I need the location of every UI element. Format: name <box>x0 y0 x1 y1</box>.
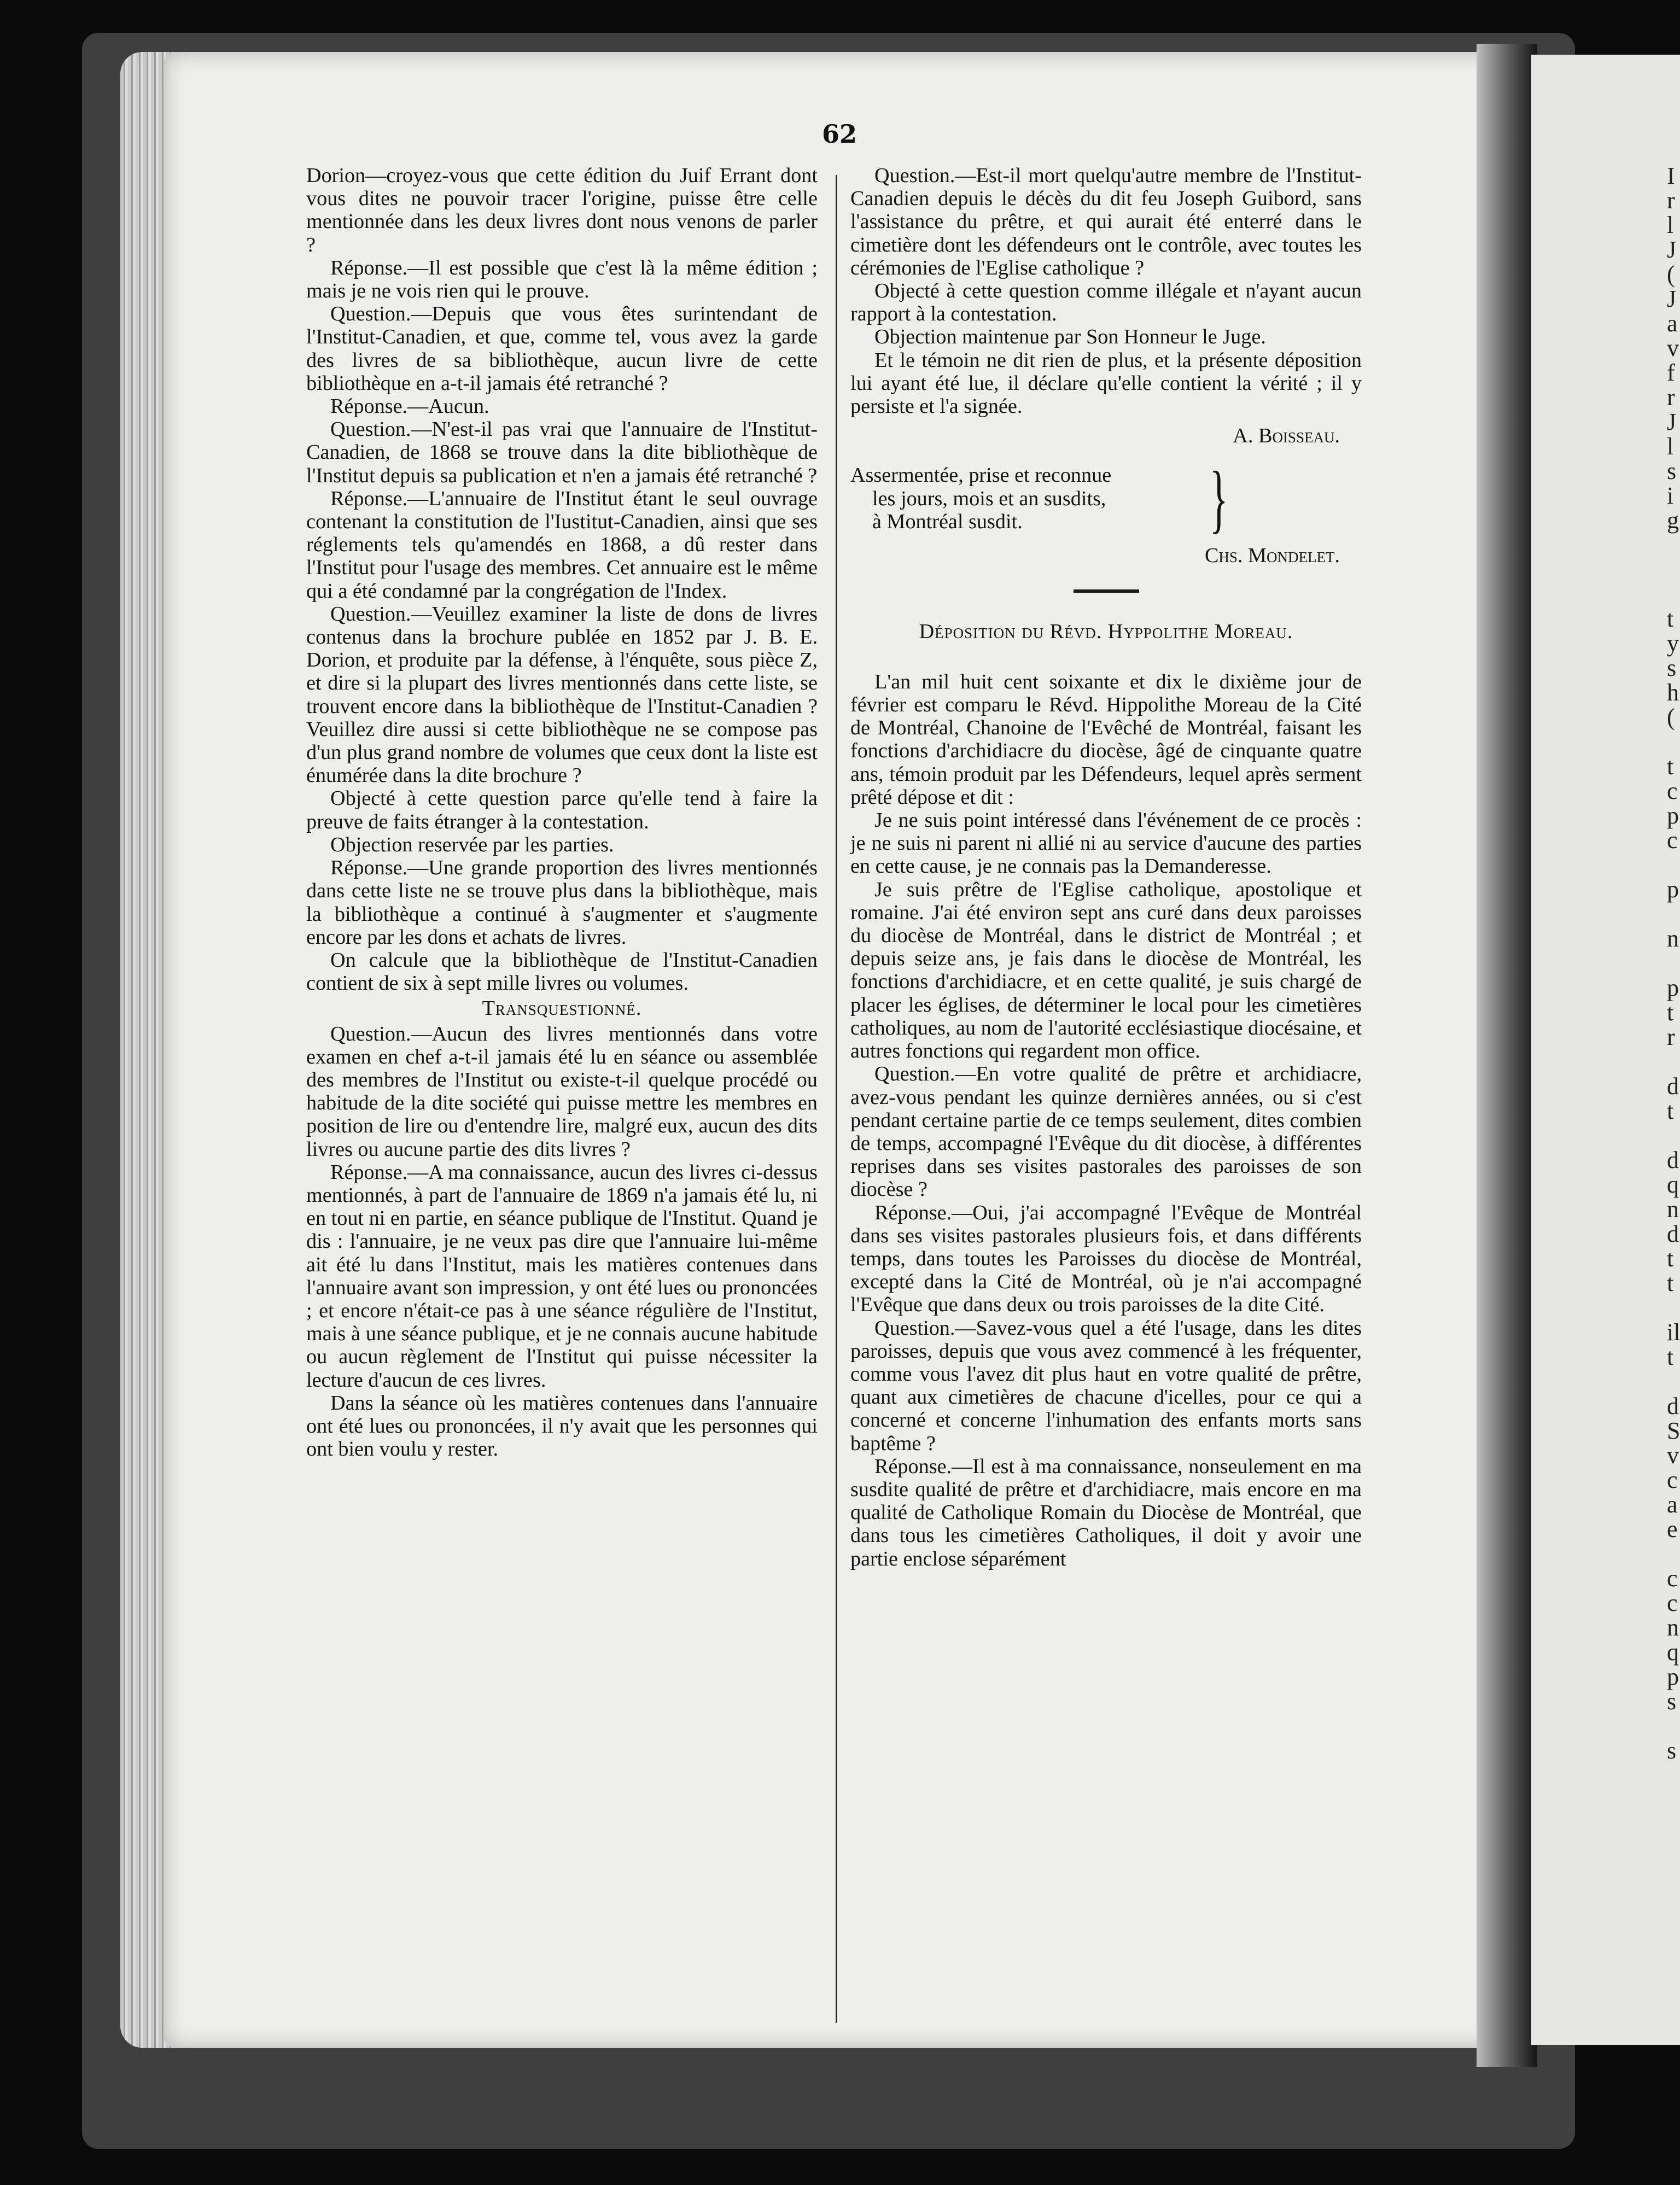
page-number: 62 <box>821 119 857 149</box>
facing-fragment: h <box>1667 679 1679 706</box>
facing-fragment: s <box>1667 1737 1677 1764</box>
facing-fragment: t <box>1667 999 1674 1026</box>
paragraph: Dans la séance où les matières contenues dans l'annuaire ont été lues ou prononcées, il n'y avait que les personnes qui ont bien voulu y rester. <box>306 1391 818 1461</box>
facing-fragment: r <box>1667 1024 1675 1050</box>
facing-fragment: t <box>1667 605 1674 632</box>
paragraph: Question.—Est-il mort quelqu'autre membre de l'Institut-Canadien depuis le décès du dit feu Joseph Guibord, sans l'assistance du prêtre, et qui aurait été enterré dans le cimetière dont les défendeurs ont le contrôle, avec toutes les cérémonies de l'Eglise catholique ? <box>850 164 1362 279</box>
paragraph: Réponse.—A ma connaissance, aucun des livres ci-dessus mentionnés, à part de l'annuaire de 1869 n'a jamais été lu, ni en tout ni en partie, en séance publique de l'Institut. Quand je dis : l'annuaire, je ne veux pas dire que l'annuaire lui-même ait été lu dans l'Institut, mais les matières contenues dans l'annuaire avant son impression, y ont été lues ou prononcées ; et encore n'était-ce pas à une séance régulière de l'Institut, mais à une séance publique, et je ne connais aucune habitude ou aucun règlement de l'Institut qui puisse nécessiter la lecture d'aucun de ces livres. <box>306 1160 818 1392</box>
facing-fragment: i <box>1667 482 1674 509</box>
facing-fragment: r <box>1667 384 1675 411</box>
facing-fragment <box>1667 1370 1680 1394</box>
paragraph: Je ne suis point intéressé dans l'événement de ce procès : je ne suis ni parent ni allié ni au service d'aucune des parties en cette cause, je ne connais pas la Demanderesse. <box>850 809 1362 878</box>
facing-fragment: I <box>1667 162 1675 189</box>
book-gutter <box>1477 44 1537 2067</box>
facing-fragment: d <box>1667 1393 1679 1419</box>
facing-fragment: ( <box>1667 704 1675 731</box>
facing-fragment: d <box>1667 1147 1679 1173</box>
facing-fragment: J <box>1667 236 1677 263</box>
facing-fragment: il <box>1667 1319 1680 1346</box>
facing-fragment: c <box>1667 1590 1678 1616</box>
left-column <box>306 164 818 1460</box>
paragraph: Réponse.—L'annuaire de l'Institut étant le seul ouvrage contenant la constitution de l'Iustitut-Canadien, ainsi que ses réglements tels qu'amendés en 1868, a dû rester dans l'Institut pour l'usage des membres. Cet annuaire est le même qui a été condamné par la congrégation de l'Index. <box>306 487 818 603</box>
facing-fragment <box>1667 951 1680 976</box>
paragraph: Objecté à cette question comme illégale et n'ayant aucun rapport à la contestation. <box>850 279 1362 326</box>
facing-fragment: t <box>1667 1097 1674 1124</box>
paragraph: Réponse.—Il est possible que c'est là la même édition ; mais je ne vois rien qui le prouve. <box>306 256 818 303</box>
facing-fragment: c <box>1667 1467 1678 1493</box>
paragraph: Question.—N'est-il pas vrai que l'annuaire de l'Institut-Canadien, de 1868 se trouve dans la dite bibliothèque de l'Institut depuis sa publication et n'en a jamais été retranché ? <box>306 418 818 487</box>
sworn-statement <box>850 456 1362 541</box>
paragraph: Réponse.—Il est à ma connaissance, nonseulement en ma susdite qualité de prêtre et d'archidiacre, mais encore en ma qualité de Catholique Romain du Diocèse de Montréal, que dans tous les cimetières Catholiques, il doit y avoir une partie enclose séparément <box>850 1454 1362 1570</box>
facing-fragment: p <box>1667 1663 1679 1690</box>
facing-fragment: q <box>1667 1171 1679 1198</box>
facing-fragment <box>1667 1542 1680 1567</box>
facing-fragment <box>1667 533 1680 558</box>
paragraph: Question.—Depuis que vous êtes surintendant de l'Institut-Canadien, et que, comme tel, vous avez la garde des livres de sa bibliothèque, aucun livre de cette bibliothèque en a-t-il jamais été retranché ? <box>306 302 818 395</box>
paragraph: Question.—Aucun des livres mentionnés dans votre examen en chef a-t-il jamais été lu en séance ou assemblée des membres de l'Institut ou existe-t-il quelque procédé ou habitude de la dite société qui puisse mettre les membres en position de lire ou d'entendre lire, malgré eux, aucun des dits livres ou aucune partie des dits livres ? <box>306 1022 818 1161</box>
facing-fragment: d <box>1667 1220 1679 1247</box>
paragraph: Réponse.—Une grande proportion des livres mentionnés dans cette liste ne se trouve plus dans la bibliothèque, mais la bibliothèque a continué à s'augmenter et s'augmente encore par les dons et achats de livres. <box>306 856 818 949</box>
signature-boisseau: A. Boisseau. <box>1233 424 1340 448</box>
facing-fragment: c <box>1667 778 1678 804</box>
right-paragraphs <box>850 164 1362 418</box>
facing-fragment: v <box>1667 335 1679 361</box>
facing-fragment: g <box>1667 507 1679 534</box>
facing-page <box>1531 55 1680 2045</box>
facing-fragment: t <box>1667 753 1674 780</box>
facing-fragment: J <box>1667 285 1677 312</box>
paragraph: On calcule que la bibliothèque de l'Institut-Canadien contient de six à sept mille livres ou volumes. <box>306 948 818 995</box>
facing-fragment: c <box>1667 1565 1678 1592</box>
facing-fragment <box>1667 730 1680 755</box>
facing-fragment: e <box>1667 1516 1678 1543</box>
paragraph: Objecté à cette question parce qu'elle tend à faire la preuve de faits étranger à la contestation. <box>306 787 818 833</box>
paragraph: Question.—Savez-vous quel a été l'usage, dans les dites paroisses, depuis que vous avez commencé à les fréquenter, comme vous l'avez dit plus haut en votre qualité de prêtre, quant aux cimetières de chacune d'icelles, pour ce qui a concerné et concerne l'inhumation des enfants morts sans baptême ? <box>850 1316 1362 1455</box>
sworn-line: Assermentée, prise et reconnue <box>850 464 1112 487</box>
facing-fragment: c <box>1667 827 1678 854</box>
brace-icon: } <box>1209 456 1228 541</box>
column-divider <box>836 175 837 2023</box>
right-column <box>850 164 1362 1570</box>
section-title: Déposition du Révd. Hyppolithe Moreau. <box>919 620 1293 643</box>
sworn-line: les jours, mois et an susdits, <box>872 487 1106 510</box>
facing-fragment: q <box>1667 1639 1679 1666</box>
facing-fragment <box>1667 1124 1680 1148</box>
facing-fragment <box>1667 902 1680 927</box>
facing-fragment: p <box>1667 802 1679 829</box>
paragraph: Question.—En votre qualité de prêtre et archidiacre, avez-vous pendant les quinze dernières années, ou si c'est pendant certaine partie de ce temps seulement, dites combien de temps, accompagné l'Evêque du dit diocèse, à différentes reprises dans ses visites pastorales des paroisses de son diocèse ? <box>850 1062 1362 1201</box>
facing-fragment: s <box>1667 458 1677 484</box>
facing-fragment: p <box>1667 876 1679 903</box>
right-paragraphs-2 <box>850 670 1362 1570</box>
facing-fragment: S <box>1667 1417 1680 1444</box>
facing-fragment: f <box>1667 359 1675 386</box>
facing-fragment <box>1667 853 1680 878</box>
paragraph: Et le témoin ne dit rien de plus, et la présente déposition lui ayant été lue, il déclare qu'elle contient la vérité ; il y persiste et l'a signée. <box>850 348 1362 418</box>
paragraph: Dorion—croyez-vous que cette édition du Juif Errant dont vous dites ne pouvoir tracer l'origine, puisse être celle mentionnée dans les deux livres dont nous venons de parler ? <box>306 164 818 256</box>
facing-fragment <box>1667 582 1680 607</box>
facing-fragment: a <box>1667 310 1678 337</box>
transquestionne-heading: Transquestionné. <box>482 997 642 1020</box>
sworn-line: à Montréal susdit. <box>872 510 1023 533</box>
facing-fragment <box>1667 1296 1680 1321</box>
facing-fragment: ( <box>1667 261 1675 288</box>
facing-fragment: n <box>1667 1614 1679 1641</box>
facing-fragment: t <box>1667 1245 1674 1272</box>
facing-fragment: t <box>1667 1270 1674 1296</box>
left-paragraphs <box>306 164 818 995</box>
facing-fragment: y <box>1667 630 1679 657</box>
paragraph: Réponse.—Aucun. <box>330 395 489 418</box>
facing-fragment: d <box>1667 1073 1679 1100</box>
paragraph: Réponse.—Oui, j'ai accompagné l'Evêque de Montréal dans ses visites pastorales plusieurs fois, et dans différents temps, dans toutes les Paroisses du diocèse de Montréal, excepté dans la Cité de Montréal, où je n'ai accompagné l'Evêque que dans deux ou trois paroisses de la dite Cité. <box>850 1201 1362 1317</box>
facing-fragment: J <box>1667 408 1677 435</box>
facing-fragment <box>1667 1050 1680 1074</box>
paragraph: Objection reservée par les parties. <box>330 833 614 856</box>
facing-fragment: l <box>1667 212 1674 238</box>
paragraph: Je suis prêtre de l'Eglise catholique, apostolique et romaine. J'ai été environ sept ans curé dans deux paroisses du diocèse de Montréal, dans le district de Montréal ; et depuis seize ans, je fais dans le diocèse de Montréal, les fonctions d'archidiacre, et en cette qualité, je suis chargé de placer les églises, de déterminer le local pour les cimetières catholiques, au nom de l'autorité ecclésiastique diocésaine, et autres fonctions qui regardent mon office. <box>850 878 1362 1063</box>
paragraph: L'an mil huit cent soixante et dix le dixième jour de février est comparu le Révd. Hippolithe Moreau de la Cité de Montréal, Chanoine de l'Evêché de Montréal, faisant les fonctions d'archidiacre du diocèse, âgé de cinquante quatre ans, témoin produit par les Défendeurs, lequel après serment prêté dépose et dit : <box>850 670 1362 809</box>
facing-fragment: n <box>1667 925 1679 952</box>
facing-fragment: v <box>1667 1442 1679 1469</box>
facing-fragment <box>1667 1714 1680 1739</box>
signature-mondelet: Chs. Mondelet. <box>1204 544 1340 568</box>
paragraph: Question.—Veuillez examiner la liste de dons de livres contenus dans la brochure publée en 1852 par J. B. E. Dorion, et produite par la défense, à l'énquête, sous pièce Z, et dire si la plupart des livres mentionnés dans cette liste, se trouvent encore dans la bibliothèque de l'Institut-Canadien ? Veuillez dire aussi si cette bibliothèque ne se compose pas d'un plus grand nombre de volumes que ceux dont la liste est énumérée dans la dite brochure ? <box>306 602 818 787</box>
facing-fragment: s <box>1667 655 1677 681</box>
facing-fragment <box>1667 558 1680 582</box>
facing-fragment: a <box>1667 1491 1678 1518</box>
section-rule <box>1074 589 1139 593</box>
sworn-text <box>850 464 1189 533</box>
facing-fragment: p <box>1667 974 1679 1001</box>
facing-page-fragments <box>1667 164 1680 1763</box>
left-paragraphs-2 <box>306 1023 818 1461</box>
paragraph: Objection maintenue par Son Honneur le Juge. <box>874 325 1266 349</box>
facing-fragment: s <box>1667 1688 1677 1715</box>
facing-fragment: r <box>1667 187 1675 214</box>
facing-fragment: n <box>1667 1196 1679 1223</box>
facing-fragment: t <box>1667 1343 1674 1370</box>
facing-fragment: l <box>1667 433 1674 460</box>
